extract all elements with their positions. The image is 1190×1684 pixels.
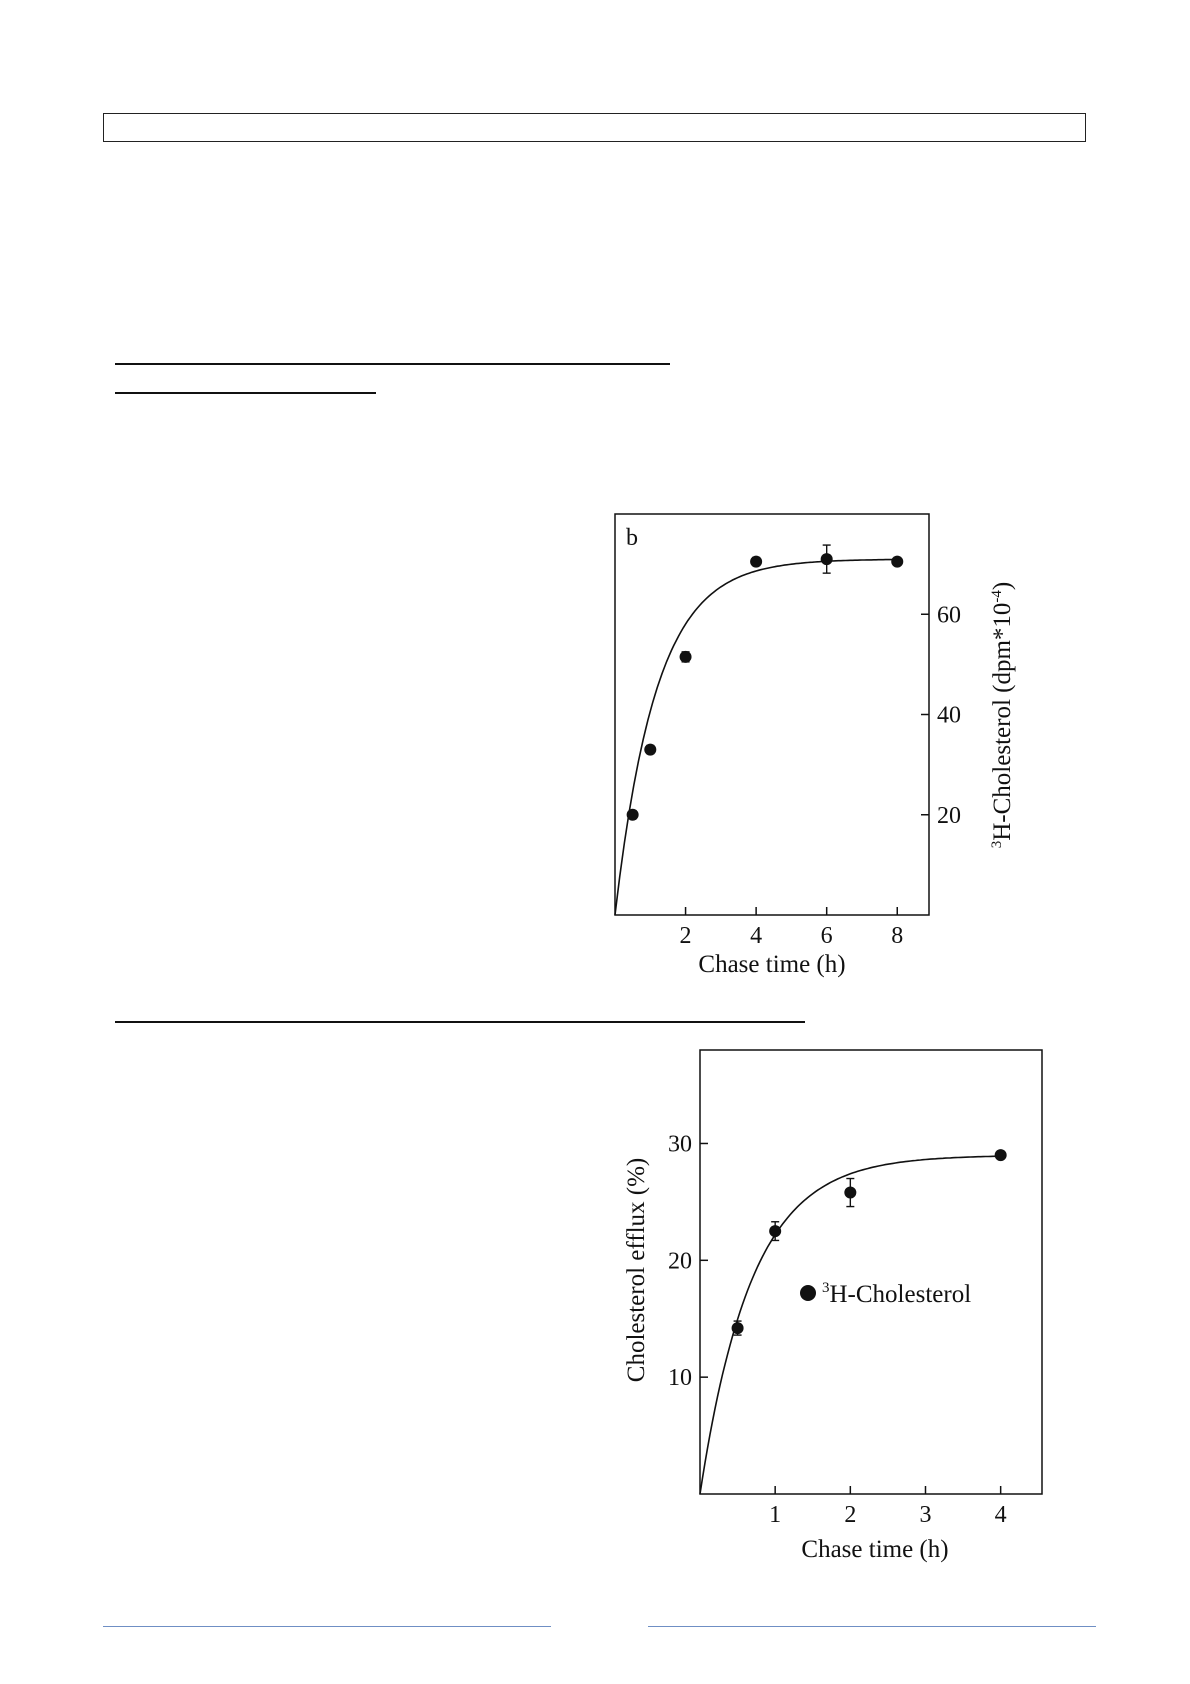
chart-efflux-x-tick-label: 3 [919,1502,932,1528]
chart-b-y-axis-label-main: H-Cholesterol (dpm*10 [989,602,1016,841]
chart-b-data-point [750,556,762,568]
chart-efflux-data-point [844,1187,856,1199]
chart-efflux-legend-marker [800,1285,816,1301]
chart-efflux-data-point [995,1149,1007,1161]
chart-efflux-plot-frame [700,1050,1042,1494]
chart-b-x-tick-label: 6 [820,923,833,949]
chart-b-y-tick-label: 60 [937,602,961,629]
heading-rule-1 [115,363,670,365]
chart-efflux [620,1040,1060,1580]
chart-efflux-data-point [769,1225,781,1237]
chart-b-y-tick-label: 40 [937,702,961,729]
chart-b-data-point [821,553,833,565]
chart-b-data-point [644,744,656,756]
chart-b-data-point [680,651,692,663]
chart-efflux-y-axis-label: Cholesterol efflux (%) [623,1157,650,1383]
chart-efflux-data-point [732,1322,744,1334]
footer-line-right [648,1626,1096,1627]
heading-rule-3 [115,1021,805,1023]
chart-b [560,500,1040,990]
chart-b-y-tick-label: 20 [937,802,961,829]
chart-b-y-axis-label-superscript: 3 [989,840,1005,849]
chart-b-data-point [891,556,903,568]
chart-efflux-y-tick-label: 30 [668,1131,692,1158]
chart-efflux-y-tick-label: 10 [668,1365,692,1392]
chart-b-y-axis-label [989,582,1016,849]
chart-b-plot-frame [615,514,929,915]
chart-efflux-x-tick-label: 2 [844,1502,857,1528]
chart-b-y-axis-label-close: ) [989,581,1016,591]
chart-b-svg [560,500,1040,990]
heading-rule-2 [115,392,376,394]
chart-b-y-axis-label-exponent: -4 [989,590,1005,603]
chart-efflux-x-axis-label: Chase time (h) [801,1536,949,1563]
chart-efflux-svg [620,1040,1060,1580]
chart-efflux-legend-text: H-Cholesterol [829,1281,972,1308]
chart-efflux-x-tick-label: 1 [769,1502,782,1528]
chart-b-x-tick-label: 8 [891,923,904,949]
chart-b-data-point [627,809,639,821]
chart-b-fit-curve [615,560,897,916]
chart-efflux-legend-superscript: 3 [822,1280,830,1296]
chart-efflux-y-tick-label: 20 [668,1248,692,1275]
header-box [103,113,1086,142]
chart-efflux-x-tick-label: 4 [994,1502,1007,1528]
footer-line-left [103,1626,551,1627]
chart-b-x-tick-label: 2 [679,923,692,949]
chart-efflux-legend-label [822,1280,971,1308]
chart-b-x-axis-label: Chase time (h) [698,951,846,978]
chart-b-panel-label: b [626,525,638,551]
chart-b-x-tick-label: 4 [750,923,763,949]
